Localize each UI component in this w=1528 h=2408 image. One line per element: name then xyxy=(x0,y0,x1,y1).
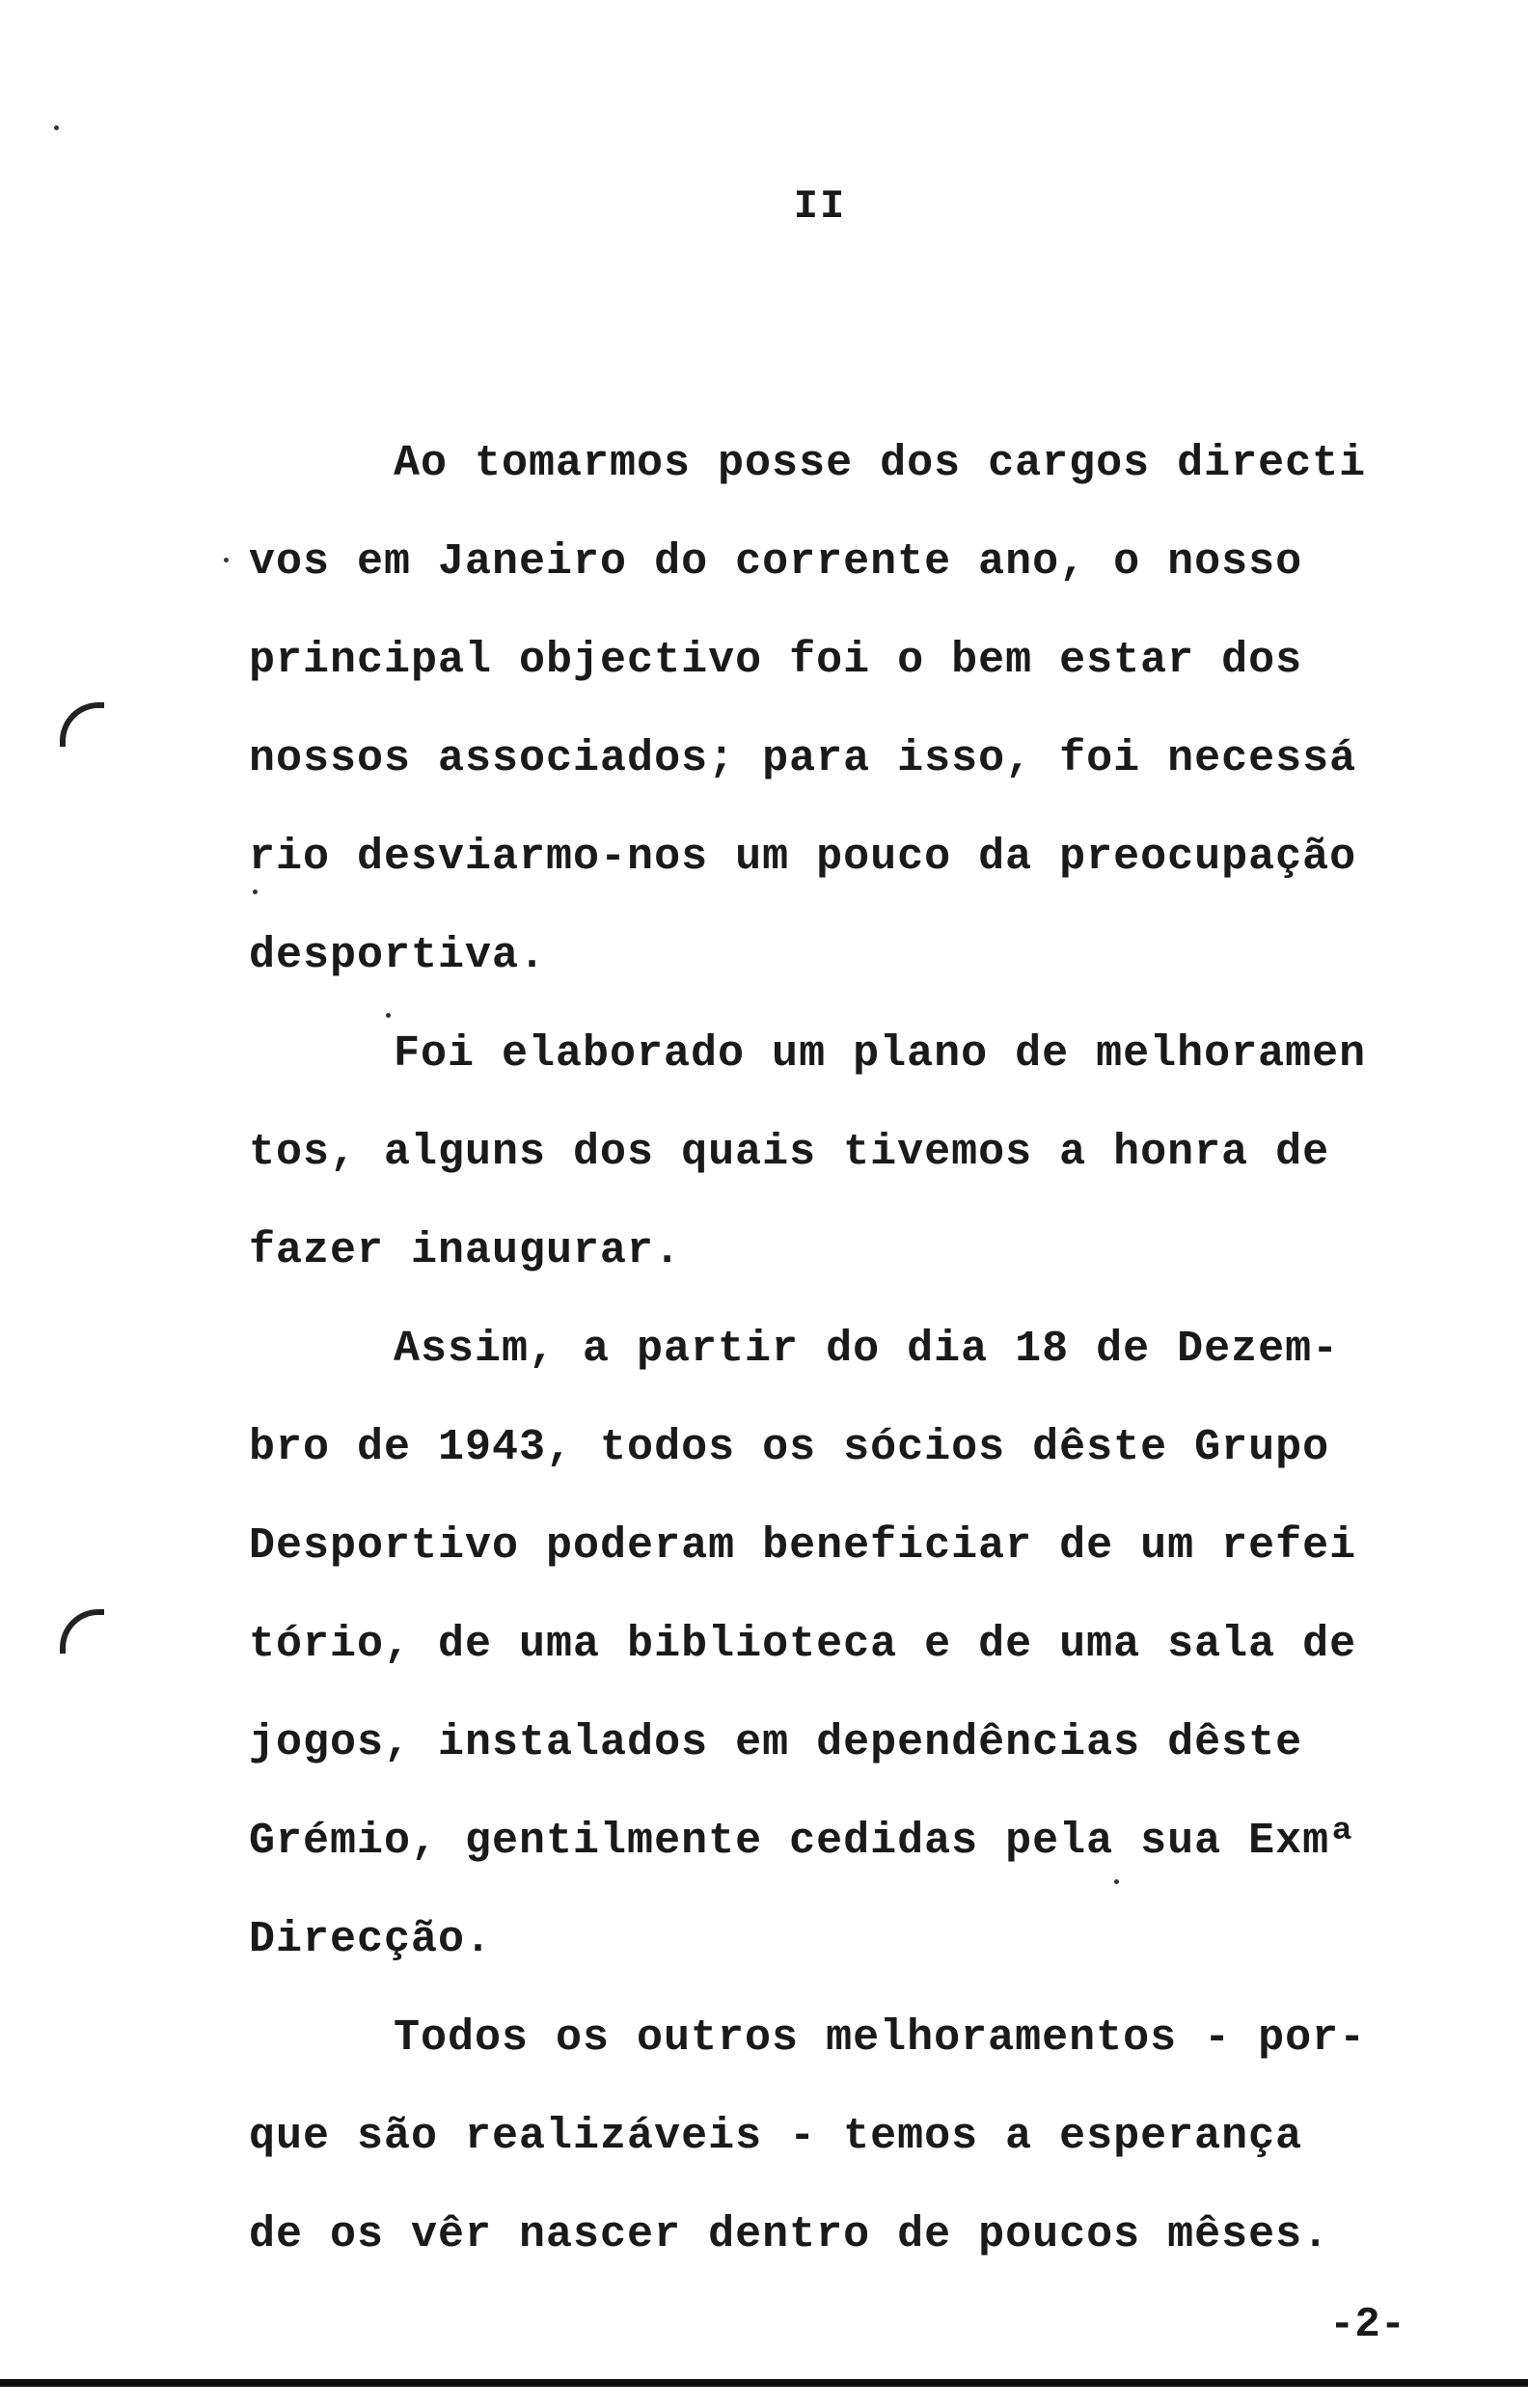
body-text xyxy=(249,415,1474,2285)
text-line: Direcção. xyxy=(249,1915,493,1964)
paper-speck xyxy=(54,125,59,130)
text-line: jogos, instalados em dependências dêste xyxy=(249,1718,1303,1767)
text-line: bro de 1943, todos os sócios dêste Grupo xyxy=(249,1423,1330,1472)
binder-hole-mark xyxy=(60,1609,104,1654)
text-line: vos em Janeiro do corrente ano, o nosso xyxy=(249,537,1303,587)
paper-speck xyxy=(1114,1879,1119,1884)
text-line: que são realizáveis - temos a esperança xyxy=(249,2112,1303,2161)
text-line: nossos associados; para isso, foi necessá xyxy=(249,734,1357,783)
paper-speck xyxy=(386,1013,391,1018)
text-line: Grémio, gentilmente cedidas pela sua Exmª xyxy=(249,1817,1357,1866)
text-line: Desportivo poderam beneficiar de um refei xyxy=(249,1521,1357,1571)
text-line: tos, alguns dos quais tivemos a honra de xyxy=(249,1128,1330,1177)
text-line: rio desviarmo-nos um pouco da preocupação xyxy=(249,833,1357,882)
binder-hole-mark xyxy=(60,702,104,747)
text-line: tório, de uma biblioteca e de uma sala de xyxy=(249,1620,1357,1669)
paper-speck xyxy=(253,889,258,894)
text-line: desportiva. xyxy=(249,931,547,980)
section-heading: II xyxy=(793,183,847,230)
text-line: de os vêr nascer dentro de poucos mêses. xyxy=(249,2210,1330,2259)
text-line: Foi elaborado um plano de melhoramen xyxy=(394,1029,1367,1079)
page-number: -2- xyxy=(1329,2301,1406,2349)
text-line: fazer inaugurar. xyxy=(249,1226,682,1275)
text-line: principal objectivo foi o bem estar dos xyxy=(249,636,1303,685)
text-line: Assim, a partir do dia 18 de Dezem- xyxy=(394,1325,1340,1374)
page-bottom-rule xyxy=(0,2379,1528,2387)
paper-speck xyxy=(224,558,229,562)
text-line: Todos os outros melhoramentos - por- xyxy=(394,2013,1367,2063)
text-line: Ao tomarmos posse dos cargos directi xyxy=(394,439,1367,488)
